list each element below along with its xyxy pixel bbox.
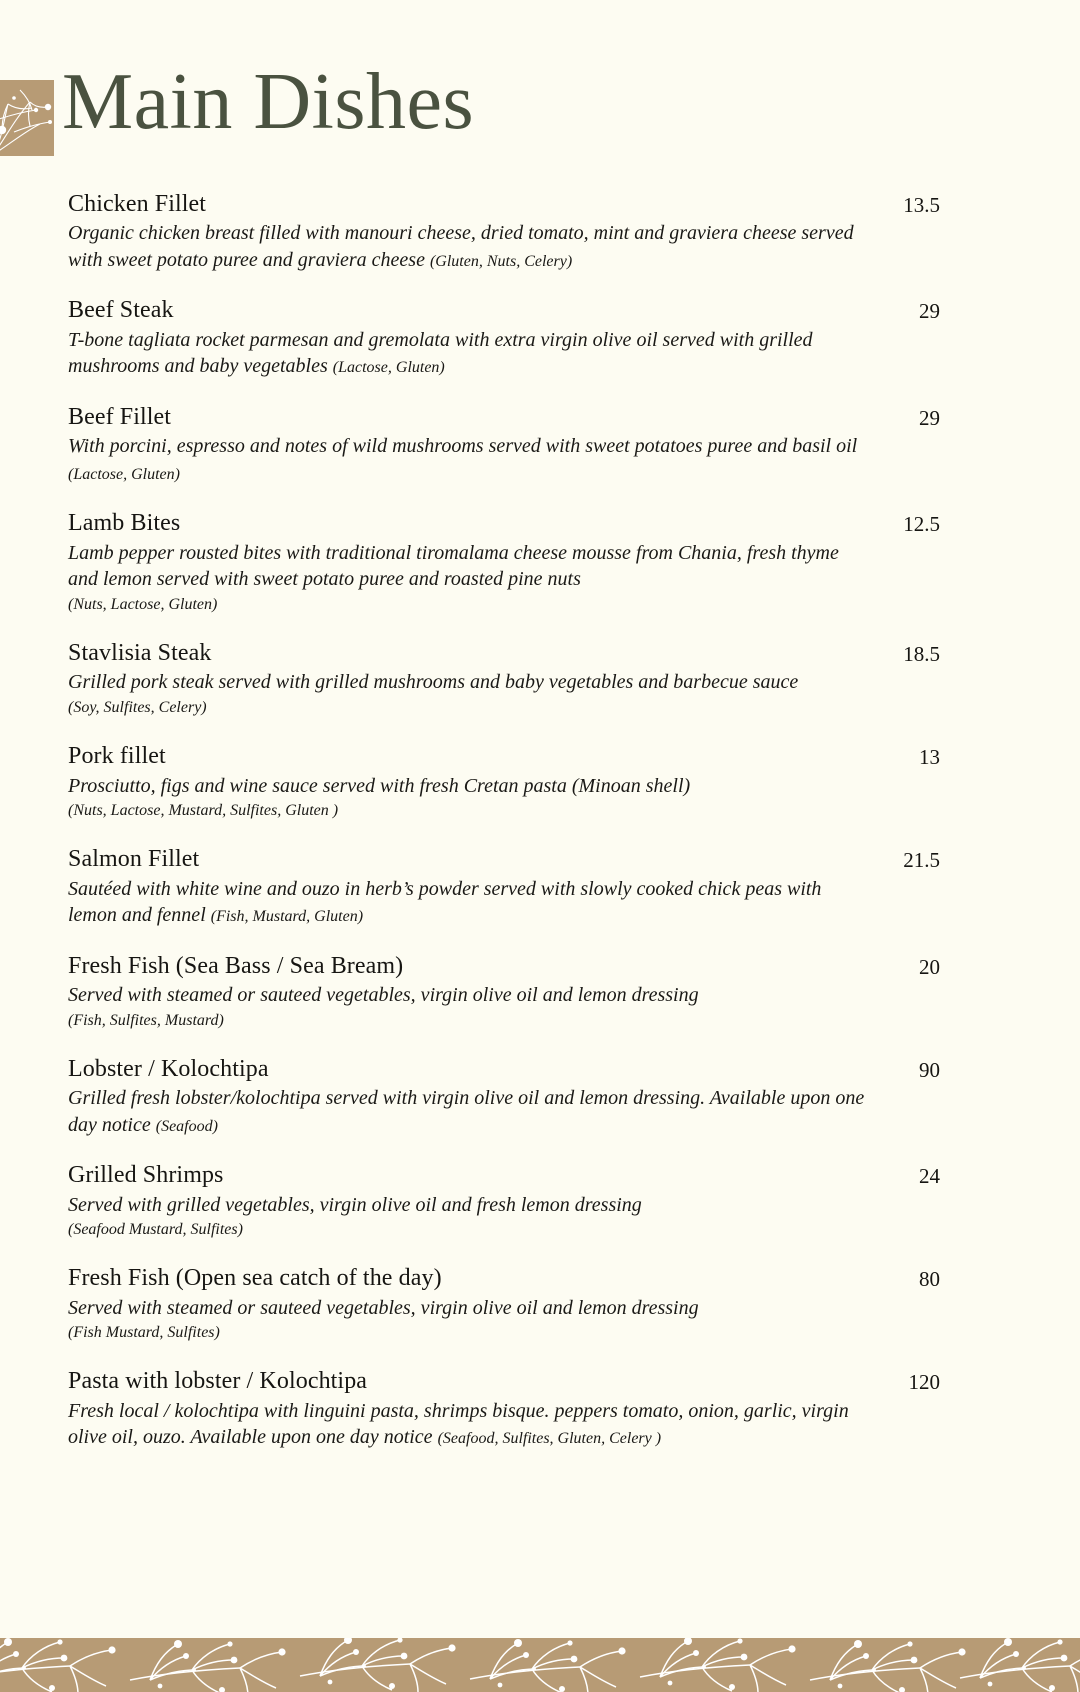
menu-item: [68, 952, 940, 1032]
menu-item-header: [68, 190, 940, 219]
menu-item: [68, 742, 940, 822]
menu-item-description-text: Grilled fresh lobster/kolochtipa served with virgin olive oil and lemon dressing. Available upon one day notice: [68, 1087, 865, 1136]
menu-item-description: [68, 433, 868, 486]
menu-item-description: [68, 1192, 868, 1219]
menu-item: [68, 639, 940, 719]
menu-item: [68, 845, 940, 928]
menu-item-description: [68, 1295, 868, 1322]
menu-item-header: [68, 1055, 940, 1084]
menu-item-price: 29: [919, 405, 940, 430]
menu-item-allergens: (Seafood Mustard, Sulfites): [68, 1221, 243, 1239]
menu-item-description-text: Served with steamed or sauteed vegetables, virgin olive oil and lemon dressing: [68, 1296, 699, 1319]
menu-item-description: [68, 327, 868, 380]
menu-list: [68, 190, 940, 1474]
menu-item-header: [68, 1264, 940, 1293]
menu-item-description-text: Sautéed with white wine and ouzo in herb’s powder served with slowly cooked chick peas with lemon and fennel: [68, 877, 822, 927]
menu-item-name: Beef Fillet: [68, 403, 172, 430]
menu-item: [68, 296, 940, 379]
menu-item-description: [68, 669, 868, 696]
menu-item-price: 13: [919, 745, 940, 770]
menu-item: [68, 509, 940, 616]
menu-item-header: [68, 1161, 940, 1190]
menu-item-header: [68, 845, 940, 874]
menu-item: [68, 1367, 940, 1450]
menu-item-header: [68, 1367, 940, 1396]
menu-item-header: [68, 296, 940, 325]
menu-item-name: Fresh Fish (Sea Bass / Sea Bream): [68, 952, 404, 979]
menu-item-price: 29: [919, 299, 940, 324]
menu-item: [68, 190, 940, 273]
menu-item-price: 18.5: [903, 642, 940, 667]
menu-item-price: 90: [919, 1057, 940, 1082]
menu-item: [68, 1161, 940, 1241]
menu-item-allergens: (Nuts, Lactose, Gluten): [68, 595, 218, 613]
menu-item-description-text: Fresh local / kolochtipa with linguini pasta, shrimps bisque. peppers tomato, onion, garlic, virgin olive oil, ouzo. Available upon one day notice: [68, 1399, 849, 1449]
menu-item-description-text: Served with steamed or sauteed vegetables, virgin olive oil and lemon dressing: [68, 984, 699, 1007]
menu-item-price: 120: [908, 1370, 940, 1395]
menu-item-description-text: Organic chicken breast filled with manouri cheese, dried tomato, mint and graviera cheese served with sweet potato puree and graviera cheese: [68, 222, 854, 271]
menu-item-allergens: (Soy, Sulfites, Celery): [68, 699, 207, 717]
menu-item-header: [68, 742, 940, 771]
menu-item-name: Pork fillet: [68, 743, 166, 770]
menu-item-description: [68, 540, 868, 593]
menu-item-price: 80: [919, 1267, 940, 1292]
menu-item-description: [68, 1398, 868, 1451]
menu-item-allergens: (Seafood): [155, 1117, 218, 1135]
menu-item-name: Lobster / Kolochtipa: [68, 1055, 269, 1082]
menu-item-name: Chicken Fillet: [68, 191, 207, 217]
menu-item-description-text: With porcini, espresso and notes of wild mushrooms served with sweet potatoes puree and basil oil: [68, 435, 858, 458]
menu-item-description-text: Served with grilled vegetables, virgin olive oil and fresh lemon dressing: [68, 1193, 642, 1216]
menu-item-header: [68, 952, 940, 981]
menu-item-price: 24: [919, 1164, 940, 1189]
page-title: Main Dishes: [62, 58, 475, 146]
menu-item-name: Stavlisia Steak: [68, 640, 212, 667]
menu-item-allergens: (Fish, Sulfites, Mustard): [68, 1011, 224, 1029]
menu-item-description: [68, 220, 868, 273]
menu-item-name: Fresh Fish (Open sea catch of the day): [68, 1265, 442, 1292]
menu-item-allergens: (Lactose, Gluten): [68, 465, 180, 483]
menu-item-name: Pasta with lobster / Kolochtipa: [68, 1368, 368, 1395]
menu-item-description-text: Lamb pepper rousted bites with traditional tiromalama cheese mousse from Chania, fresh thyme and lemon served with sweet potato puree and roasted pine nuts: [68, 541, 839, 591]
menu-item: [68, 403, 940, 486]
menu-item-header: [68, 509, 940, 538]
menu-item-header: [68, 639, 940, 668]
menu-item-description: [68, 982, 868, 1009]
menu-item-price: 12.5: [903, 512, 940, 537]
menu-item: [68, 1264, 940, 1344]
menu-item-price: 13.5: [903, 193, 940, 217]
menu-item-allergens: (Lactose, Gluten): [332, 359, 445, 377]
menu-item-description-text: T-bone tagliata rocket parmesan and gremolata with extra virgin olive oil served with grilled mushrooms and baby vegetables: [68, 328, 813, 378]
menu-item-header: [68, 403, 940, 432]
menu-item-allergens: (Seafood, Sulfites, Gluten, Celery ): [437, 1430, 662, 1448]
menu-item-price: 21.5: [903, 848, 940, 873]
menu-item-allergens: (Fish Mustard, Sulfites): [68, 1324, 220, 1342]
menu-item-allergens: (Fish, Mustard, Gluten): [210, 908, 364, 926]
menu-item-description-text: Prosciutto, figs and wine sauce served with fresh Cretan pasta (Minoan shell): [68, 774, 691, 797]
menu-item-description-text: Grilled pork steak served with grilled mushrooms and baby vegetables and barbecue sauce: [68, 671, 799, 694]
menu-item-name: Salmon Fillet: [68, 846, 200, 873]
menu-item: [68, 1055, 940, 1138]
menu-item-price: 20: [919, 954, 940, 979]
menu-item-description: [68, 876, 868, 929]
menu-item-allergens: (Nuts, Lactose, Mustard, Sulfites, Gluten ): [68, 802, 339, 820]
menu-item-name: Lamb Bites: [68, 510, 181, 537]
menu-item-name: Grilled Shrimps: [68, 1162, 224, 1189]
page-header: [0, 58, 1080, 172]
menu-item-description: [68, 773, 868, 800]
menu-item-description: [68, 1085, 868, 1138]
botanical-footer-border: [0, 1638, 1080, 1692]
menu-item-allergens: (Gluten, Nuts, Celery): [429, 252, 573, 270]
menu-item-name: Beef Steak: [68, 297, 174, 324]
